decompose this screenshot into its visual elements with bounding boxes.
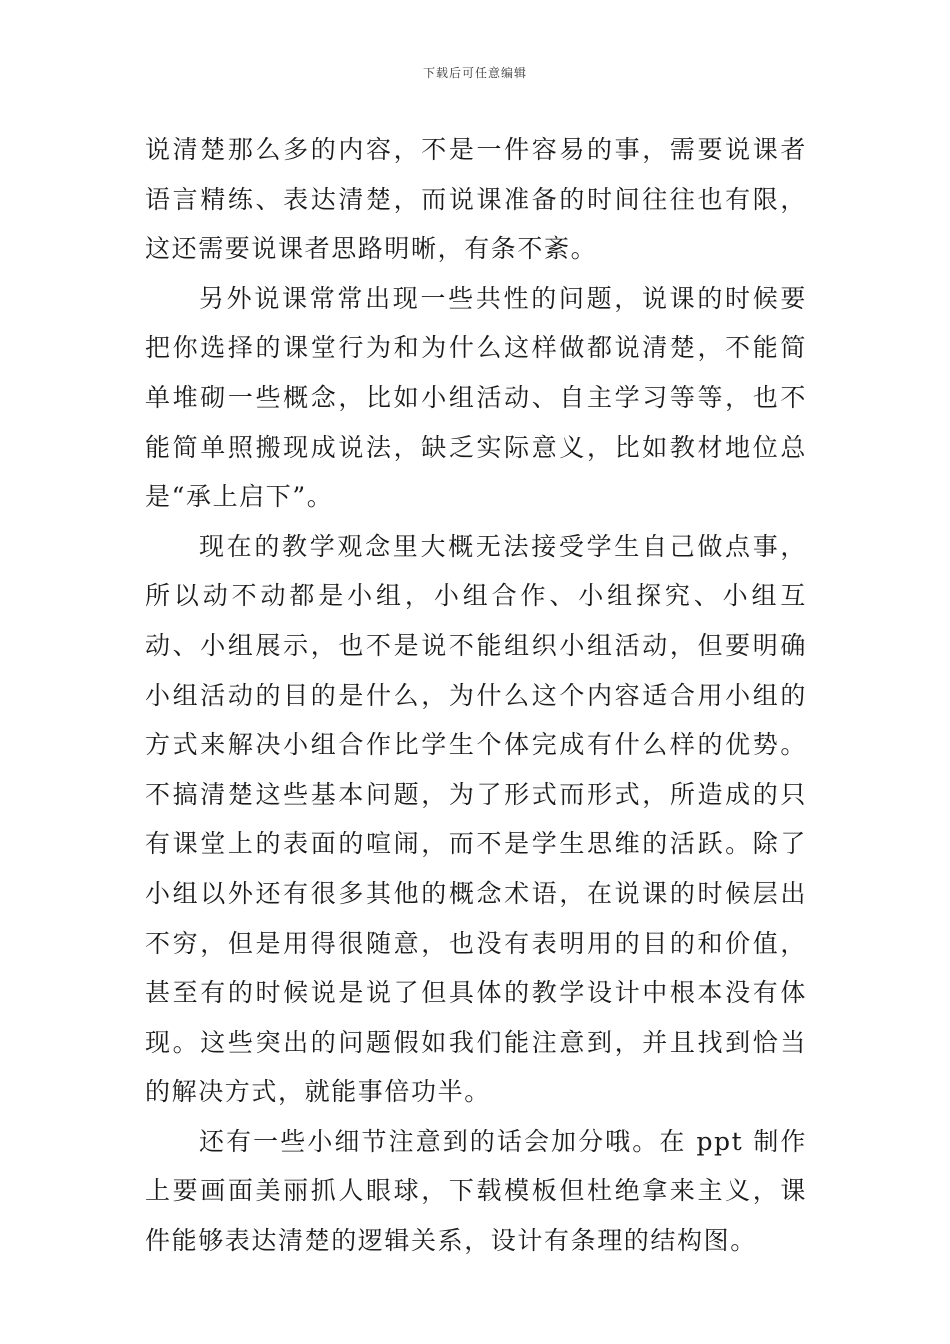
page-header: 下载后可任意编辑 — [422, 66, 527, 80]
paragraph-4: 还有一些小细节注意到的话会加分哦。在 ppt 制作上要画面美丽抓人眼球，下载模板但杜绝拿来主义，课件能够表达清楚的逻辑关系，设计有条理的结构图。 — [145, 1126, 807, 1256]
paragraph-2: 另外说课常常出现一些共性的问题，说课的时候要把你选择的课堂行为和为什么这样做都说清楚，不能简单堆砌一些概念，比如小组活动、自主学习等等，也不能简单照搬现成说法，缺乏实际意义，比如教材地位总是“承上启下”。 — [145, 283, 807, 512]
paragraph-1: 说清楚那么多的内容，不是一件容易的事，需要说课者语言精练、表达清楚，而说课准备的时间往往也有限，这还需要说课者思路明晰，有条不紊。 — [145, 135, 807, 264]
body-text — [145, 125, 807, 1266]
paragraph-3: 现在的教学观念里大概无法接受学生自己做点事，所以动不动都是小组，小组合作、小组探究、小组互动、小组展示，也不是说不能组织小组活动，但要明确小组活动的目的是什么，为什么这个内容适合用小组的方式来解决小组合作比学生个体完成有什么样的优势。不搞清楚这些基本问题，为了形式而形式，所造成的只有课堂上的表面的喧闹，而不是学生思维的活跃。除了小组以外还有很多其他的概念术语，在说课的时候层出不穷，但是用得很随意，也没有表明用的目的和价值，甚至有的时候说是说了但具体的教学设计中根本没有体现。这些突出的问题假如我们能注意到，并且找到恰当的解决方式，就能事倍功半。 — [145, 531, 807, 1107]
